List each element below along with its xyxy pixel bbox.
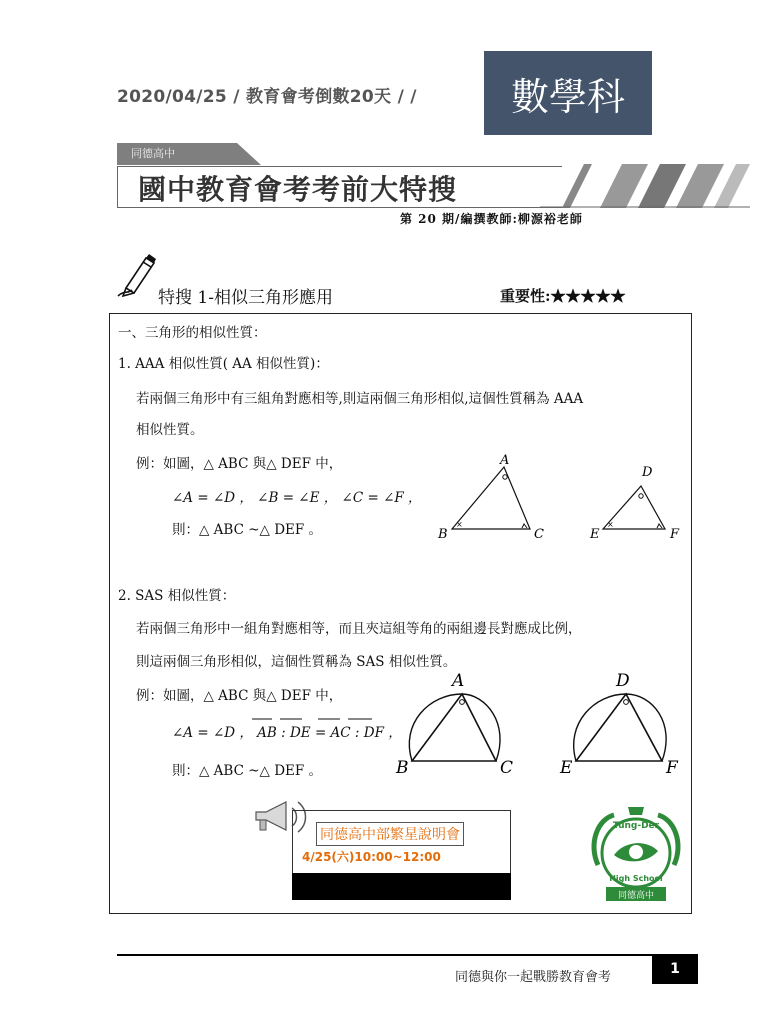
aaa-description-line2: 相似性質。 xyxy=(136,422,204,438)
angle-mark-d xyxy=(639,494,643,498)
sas-description-line2: 則這兩個三角形相似，這個性質稱為 SAS 相似性質。 xyxy=(136,654,457,670)
sas-description-line1: 若兩個三角形中一組角對應相等，而且夾這組等角的兩組邊長對應成比例， xyxy=(136,621,582,637)
importance-rating: 重要性:★★★★★ xyxy=(500,287,626,305)
label-a: A xyxy=(452,671,465,691)
triangle-def xyxy=(576,694,662,761)
label-f: F xyxy=(666,758,678,778)
school-tab-slope xyxy=(237,143,261,165)
logo-text-top: Tung-Der xyxy=(612,821,660,831)
section-title: 特搜 1-相似三角形應用 xyxy=(158,288,333,308)
footer-text: 同德與你一起戰勝教育會考 xyxy=(455,970,612,985)
sas-result: 則：△ ABC ~△ DEF 。 xyxy=(172,763,323,779)
footer-rule xyxy=(117,954,653,956)
school-logo xyxy=(584,803,688,905)
label-b: B xyxy=(438,527,448,542)
issue-line: 第 20 期/編撰教師:柳源裕老師 xyxy=(400,212,583,226)
label-f: F xyxy=(670,527,680,542)
header-stripes-decoration xyxy=(540,164,750,208)
label-d: D xyxy=(642,465,653,480)
arc-def xyxy=(574,694,666,761)
content-heading: 一、三角形的相似性質： xyxy=(118,325,267,341)
page-number: 1 xyxy=(652,954,698,984)
angle-mark-a xyxy=(503,475,507,479)
aaa-title: 1. AAA 相似性質( AA 相似性質)： xyxy=(118,356,329,372)
sas-condition: ∠A = ∠D ， AB : DE = AC : DF ， xyxy=(172,725,402,741)
triangle-abc xyxy=(412,694,496,761)
sas-title: 2. SAS 相似性質： xyxy=(118,588,236,604)
logo-text-bottom: High School xyxy=(609,874,663,883)
label-a: A xyxy=(500,453,510,468)
aaa-angle-conditions: ∠A = ∠D ， ∠B = ∠E ， ∠C = ∠F ， xyxy=(172,490,422,506)
label-d: D xyxy=(616,671,630,691)
announcement-black-bar xyxy=(292,873,511,900)
sas-triangles-figure xyxy=(390,668,690,780)
aaa-triangles-figure xyxy=(430,450,690,545)
pencil-icon xyxy=(116,250,158,298)
school-tab: 同德高中 xyxy=(117,143,237,165)
angle-mark-d xyxy=(624,700,629,705)
label-b: B xyxy=(396,758,409,778)
triangle-abc xyxy=(452,467,530,529)
aaa-example: 例：如圖，△ ABC 與△ DEF 中， xyxy=(136,456,343,472)
header-title: 國中教育會考考前大特搜 xyxy=(138,173,458,206)
angle-mark-f xyxy=(657,524,662,528)
label-e: E xyxy=(590,527,600,542)
segment-overlines xyxy=(250,716,380,722)
sas-example: 例：如圖，△ ABC 與△ DEF 中， xyxy=(136,688,343,704)
announcement-time: 4/25(六)10:00~12:00 xyxy=(302,850,441,864)
label-e: E xyxy=(560,758,573,778)
logo-banner: 同德高中 xyxy=(617,891,655,901)
angle-mark-c xyxy=(522,524,527,528)
aaa-description-line1: 若兩個三角形中有三組角對應相等,則這兩個三角形相似,這個性質稱為 AAA xyxy=(136,391,584,407)
angle-mark-b: × xyxy=(456,520,463,529)
announcement-title: 同德高中部繁星說明會 xyxy=(316,822,464,846)
date-line: 2020/04/25 / 教育會考倒數20天 / / xyxy=(117,87,417,107)
label-c: C xyxy=(500,758,514,778)
aaa-result: 則：△ ABC ~△ DEF 。 xyxy=(172,522,323,538)
label-c: C xyxy=(534,527,544,542)
angle-mark-e: × xyxy=(607,520,614,529)
subject-badge: 數學科 xyxy=(484,51,652,135)
angle-mark-a xyxy=(460,700,465,705)
